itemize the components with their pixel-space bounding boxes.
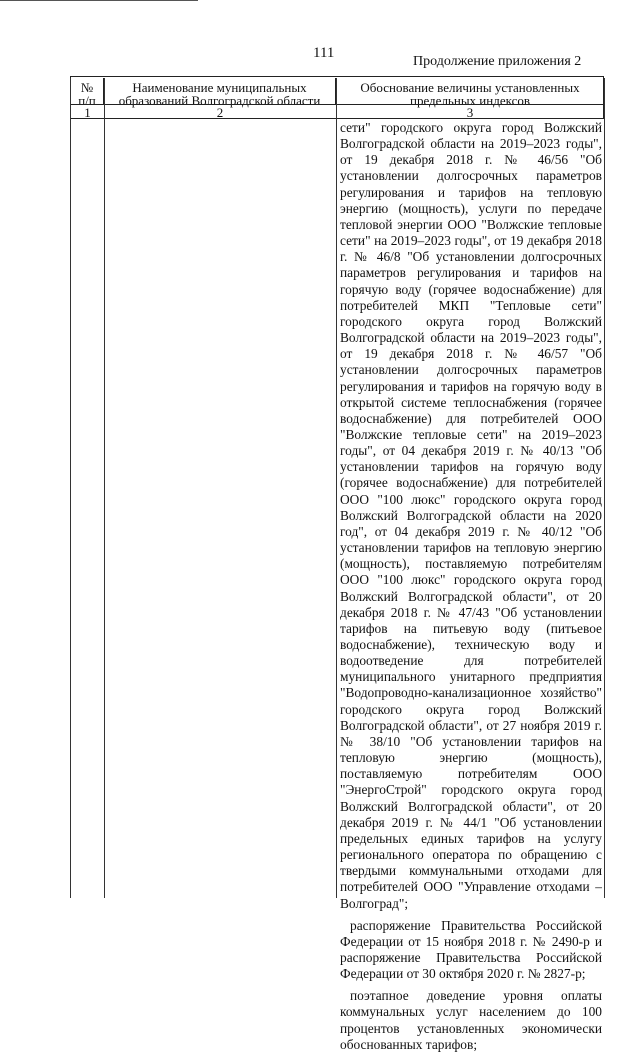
header-col-justification: Обоснование величины установленных предельных индексов <box>360 80 580 108</box>
header-col-municipality: Наименование муниципальных образований Волгоградской области <box>104 78 336 105</box>
paragraph-government-orders: распоряжение Правительства Российской Федерации от 15 ноября 2018 г. № 2490-р и распоряжение Правительства Российской Федерации от 30 октября 2020 г. № 2827-р; <box>340 917 602 982</box>
justification-text <box>340 120 602 1053</box>
table-border-col1 <box>104 78 105 898</box>
paragraph-payment-level: поэтапное доведение уровня оплаты коммунальных услуг населением до 100 процентов установленных экономически обоснованных тарифов; <box>340 988 602 1052</box>
table-border-right <box>604 78 605 898</box>
col-number-2: 2 <box>216 105 224 120</box>
continuation-label: Продолжение приложения 2 <box>413 54 582 69</box>
col-number-3: 3 <box>466 105 474 120</box>
page-number: 111 <box>313 45 335 61</box>
header-col-number: № п/п <box>71 78 104 105</box>
table-border-left <box>70 78 71 898</box>
top-rule <box>0 0 198 1</box>
paragraph-tariff-decisions: сети" городского округа город Волжский Волгоградской области на 2019–2023 годы", от 19 декабря 2018 г. № 46/56 "Об установлении долгосрочных параметров регулирования и тарифов на тепловую энергию (мощность), услуги по передаче тепловой энергии ООО "Волжские тепловые сети" на 2019–2023 годы", от 19 декабря 2018 г. № 46/8 "Об установлении долгосрочных параметров регулирования и тарифов на горячую воду (горячее водоснабжение) для потребителей МКП "Тепловые сети" городского округа город Волжский Волгоградской области на 2019–2023 годы", от 19 декабря 2018 г. № 46/57 "Об установлении долгосрочных параметров регулирования и тарифов на горячую воду в открытой системе теплоснабжения (горячее водоснабжение) для потребителей ООО "Волжские тепловые сети" на 2019–2023 годы", от 04 декабря 2019 г. № 40/13 "Об установлении тарифов на горячую воду (горячее водоснабжение) для потребителей ООО "100 люкс" городского округа город Волжский Волгоградской области на 2020 год", от 04 декабря 2019 г. № 40/12 "Об установлении тарифов на тепловую энергию (мощность), поставляемую потребителям ООО "100 люкс" городского округа город Волжский Волгоградской области", от 20 декабря 2018 г. № 47/43 "Об установлении тарифов на питьевую воду (питьевое водоснабжение), техническую воду и водоотведение для потребителей муниципального унитарного предприятия "Водопроводно-канализационное хозяйство" городского округа город Волжский Волгоградской области", от 27 ноября 2019 г. № 38/10 "Об установлении тарифов на тепловую энергию (мощность), поставляемую потребителям ООО "ЭнергоСтрой" городского округа город Волжский Волгоградской области", от 20 декабря 2019 г. № 44/1 "Об установлении предельных единых тарифов на услугу регионального оператора по обращению с твердыми коммунальными отходами для потребителей ООО "Управление отходами – Волгоград"; <box>340 120 602 911</box>
table-border-col2 <box>336 78 337 898</box>
col-number-1: 1 <box>84 105 91 120</box>
